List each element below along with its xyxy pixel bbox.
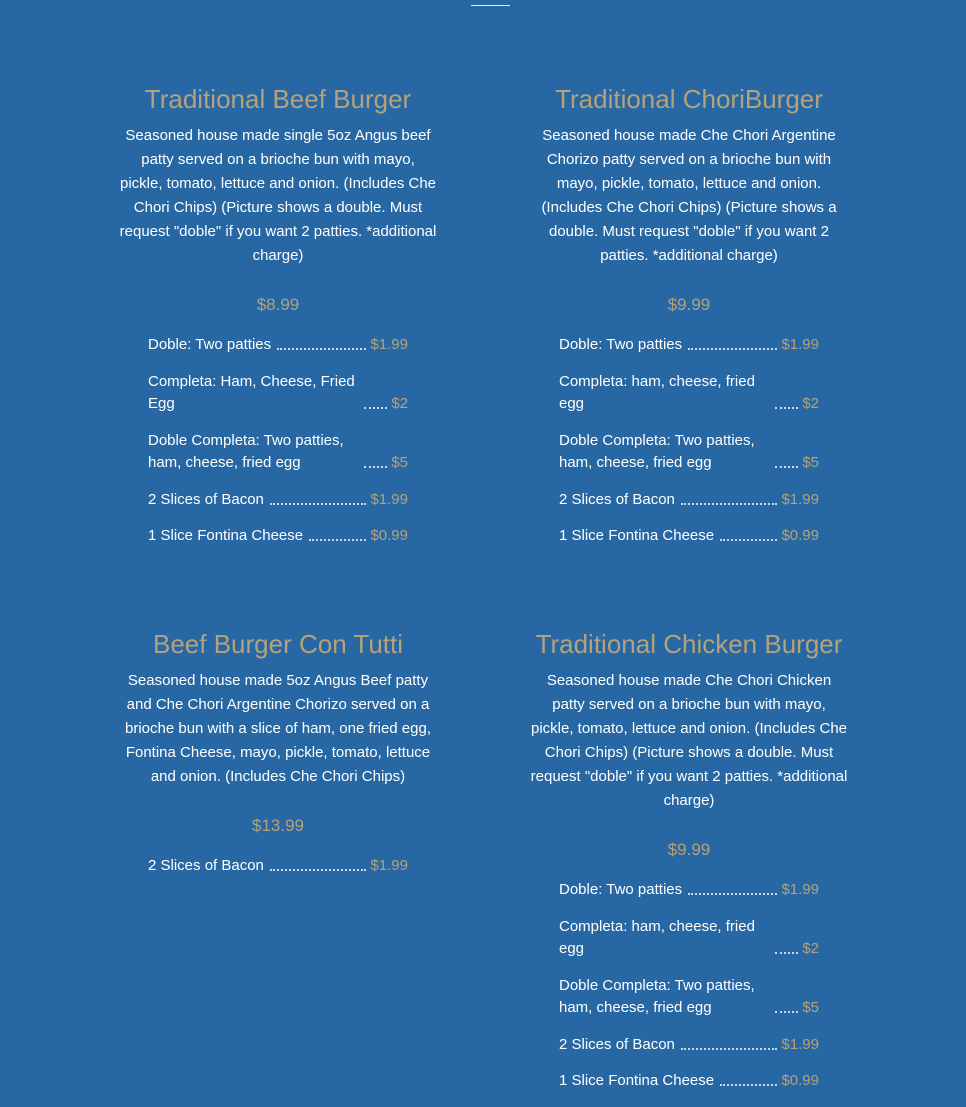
menu-item-traditional-choriburger [529, 83, 849, 562]
dot-leader [775, 1010, 798, 1013]
addon-price: $5 [802, 454, 819, 471]
addon-name: Doble Completa: Two patties, ham, cheese, fried egg [559, 432, 755, 471]
menu-item-description: Seasoned house made Che Chori Chicken patty served on a brioche bun with mayo, pickle, tomato, lettuce and onion. (Includes Che Chori Chips) (Picture shows a double. Must request "doble" if you want 2 patties. *additional charge) [530, 672, 848, 809]
addon-item [559, 334, 819, 356]
addon-name: Doble: Two patties [559, 336, 683, 353]
menu-item-title: Traditional Beef Burger [144, 84, 412, 114]
addon-item [148, 489, 408, 511]
menu-item-title: Traditional ChoriBurger [555, 84, 823, 114]
addon-price: $1.99 [781, 881, 819, 898]
addon-price: $5 [802, 999, 819, 1016]
addon-item [559, 1070, 819, 1092]
addon-price: $0.99 [370, 527, 408, 544]
addon-name: Doble Completa: Two patties, ham, cheese, fried egg [148, 432, 344, 471]
addon-item [559, 430, 819, 474]
menu-item-price: $8.99 [256, 295, 300, 314]
addon-item [559, 489, 819, 511]
addon-item [559, 879, 819, 901]
addon-name: 2 Slices of Bacon [148, 491, 264, 508]
addon-item [148, 371, 408, 415]
addon-price: $1.99 [781, 491, 819, 508]
menu-item-price: $9.99 [667, 840, 711, 859]
addon-item [148, 430, 408, 474]
addon-item [559, 1034, 819, 1056]
addon-price: $1.99 [370, 491, 408, 508]
dot-leader [720, 1083, 777, 1086]
menu-item-title: Beef Burger Con Tutti [152, 629, 404, 659]
menu-item-traditional-chicken-burger [529, 628, 849, 1107]
addon-name: Completa: ham, cheese, fried egg [559, 918, 755, 957]
menu-item-beef-burger-con-tutti [118, 628, 438, 892]
addon-list [118, 334, 438, 547]
addon-name: 1 Slice Fontina Cheese [559, 527, 715, 544]
menu-item-description: Seasoned house made Che Chori Argentine Chorizo patty served on a brioche bun with mayo, pickle, tomato, lettuce and onion. (Includes Che Chori Chips) (Picture shows a double. Must request "doble" if you want 2 patties. *additional charge) [541, 127, 837, 264]
addon-item [559, 916, 819, 960]
addon-name: Completa: ham, cheese, fried egg [559, 373, 755, 412]
dot-leader [775, 951, 798, 954]
addon-name: 2 Slices of Bacon [559, 1036, 675, 1053]
menu-item-price: $9.99 [667, 295, 711, 314]
dot-leader [270, 502, 367, 505]
addon-price: $1.99 [370, 336, 408, 353]
addon-item [559, 525, 819, 547]
addon-item [559, 975, 819, 1019]
dot-leader [775, 465, 798, 468]
addon-price: $2 [802, 940, 819, 957]
dot-leader [309, 538, 366, 541]
addon-name: 2 Slices of Bacon [148, 857, 264, 874]
dot-leader [277, 347, 366, 350]
addon-item [148, 855, 408, 877]
addon-price: $5 [391, 454, 408, 471]
addon-name: Doble: Two patties [148, 336, 272, 353]
dot-leader [688, 347, 777, 350]
dot-leader [681, 502, 778, 505]
menu-item-traditional-beef-burger [118, 83, 438, 562]
addon-name: 2 Slices of Bacon [559, 491, 675, 508]
addon-name: Doble: Two patties [559, 881, 683, 898]
addon-price: $0.99 [781, 1072, 819, 1089]
addon-name: Completa: Ham, Cheese, Fried Egg [148, 373, 355, 412]
addon-price: $2 [391, 395, 408, 412]
dot-leader [720, 538, 777, 541]
dot-leader [775, 406, 798, 409]
addon-name: Doble Completa: Two patties, ham, cheese, fried egg [559, 977, 755, 1016]
addon-name: 1 Slice Fontina Cheese [148, 527, 304, 544]
dot-leader [364, 406, 387, 409]
menu-item-description: Seasoned house made 5oz Angus Beef patty and Che Chori Argentine Chorizo served on a brioche bun with a slice of ham, one fried egg, Fontina Cheese, mayo, pickle, tomato, lettuce and onion. (Includes Che Chori Chips) [124, 672, 431, 785]
dot-leader [364, 465, 387, 468]
addon-price: $0.99 [781, 527, 819, 544]
menu-item-title: Traditional Chicken Burger [535, 629, 843, 659]
addon-list [529, 879, 849, 1092]
addon-list [118, 855, 438, 877]
menu-item-description: Seasoned house made single 5oz Angus beef patty served on a brioche bun with mayo, pickle, tomato, lettuce and onion. (Includes Che Chori Chips) (Picture shows a double. Must request "doble" if you want 2 patties. *additional charge) [119, 127, 437, 264]
section-divider [471, 5, 510, 6]
addon-list [529, 334, 849, 547]
addon-item [148, 525, 408, 547]
addon-price: $1.99 [781, 336, 819, 353]
dot-leader [688, 892, 777, 895]
dot-leader [270, 868, 367, 871]
addon-name: 1 Slice Fontina Cheese [559, 1072, 715, 1089]
addon-price: $1.99 [370, 857, 408, 874]
addon-price: $1.99 [781, 1036, 819, 1053]
dot-leader [681, 1047, 778, 1050]
addon-item [559, 371, 819, 415]
addon-price: $2 [802, 395, 819, 412]
addon-item [148, 334, 408, 356]
menu-item-price: $13.99 [252, 816, 304, 835]
